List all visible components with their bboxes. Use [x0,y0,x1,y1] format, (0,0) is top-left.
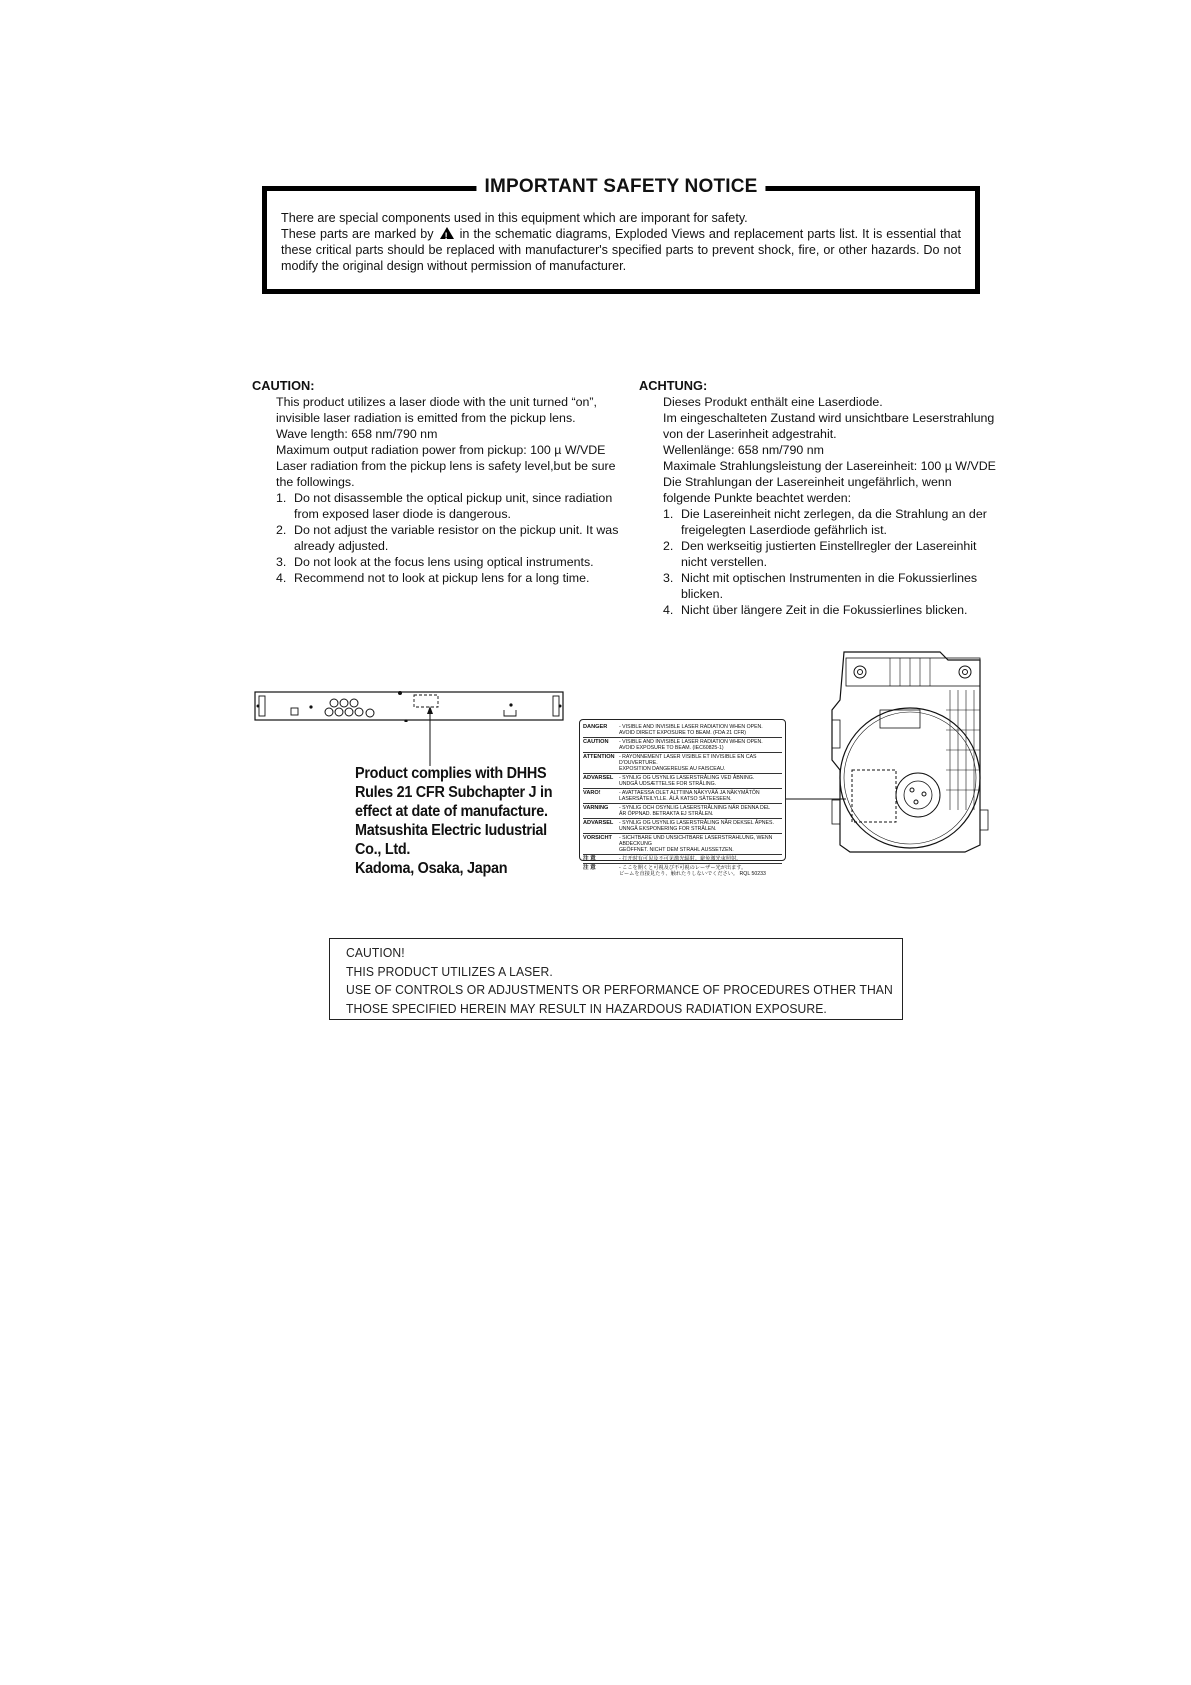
list-item-number: 1. [663,507,674,521]
label-row [583,774,782,789]
laser-warning-label [579,719,786,877]
label-key: VORSICHT [583,835,612,841]
warning-triangle-icon [440,227,454,239]
caution-para: Wave length: 658 nm/790 nm [276,427,438,441]
list-item-text: Nicht über längere Zeit in die Fokussierlines blicken. [681,603,968,617]
list-item [663,602,999,618]
list-item [663,538,999,570]
label-key: ATTENTION [583,754,615,760]
list-item-text: Do not adjust the variable resistor on the pickup unit. It was already adjusted. [294,523,619,553]
label-row [583,804,782,819]
label-key: DANGER [583,724,608,730]
list-item-number: 4. [663,603,674,617]
achtung-para: Maximale Strahlungsleistung der Lasereinheit: 100 µ W/VDE [663,459,996,473]
achtung-heading: ACHTUNG: [639,378,708,393]
label-text: - AVATTAESSA OLET ALTTIINA NÄKYVÄÄ JA NÄKYMÄTÖN LASERSÄTEILYLLE. ÄLÄ KATSO SÄTEESEEN. [619,790,760,802]
optical-pickup-mechanism-drawing [830,650,990,855]
dhhs-compliance-statement [355,764,560,878]
list-item-text: Den werkseitig justierten Einstellregler der Lasereinhit nicht verstellen. [681,539,977,569]
label-row [583,819,782,834]
list-item [663,570,999,602]
list-item-number: 2. [276,523,287,537]
laser-caution-line: THIS PRODUCT UTILIZES A LASER. [346,963,553,979]
safety-notice-line2a: These parts are marked by [281,227,434,241]
list-item-number: 3. [663,571,674,585]
caution-para: This product utilizes a laser diode with the unit turned “on”, invisible laser radiation is emitted from the pickup lens. [276,395,597,425]
label-text: - SICHTBARE UND UNSICHTBARE LASERSTRAHLUNG, WENN ABDECKUNG GEÖFFNET. NICHT DEM STRAHL AUSSETZEN. [619,835,773,853]
caution-heading: CAUTION: [252,378,315,393]
achtung-para: Wellenlänge: 658 nm/790 nm [663,443,824,457]
list-item [276,490,622,522]
compliance-line: Kadoma, Osaka, Japan [355,860,508,877]
achtung-list [639,506,999,618]
safety-notice-title: IMPORTANT SAFETY NOTICE [476,176,765,198]
label-key: ADVARSEL [583,775,614,781]
laser-caution-line: USE OF CONTROLS OR ADJUSTMENTS OR PERFORMANCE OF PROCEDURES OTHER THAN [346,982,893,997]
list-item [663,506,999,538]
list-item-text: Nicht mit optischen Instrumenten in die Fokussierlines blicken. [681,571,978,601]
list-item [276,570,622,586]
label-text: - VISIBLE AND INVISIBLE LASER RADIATION WHEN OPEN. AVOID DIRECT EXPOSURE TO BEAM. (FDA 21 CFR) [619,724,763,736]
label-text: - VISIBLE AND INVISIBLE LASER RADIATION WHEN OPEN. AVOID EXPOSURE TO BEAM. (IEC60825-1) [619,739,763,751]
label-text: - ここを開くと可視及び不可視のレーザー光が出ます。 ビームを直接見たり、触れたりしないでください。 RQL 50233 [619,865,766,877]
label-text: - SYNLIG OG USYNLIG LASERSTRÅLING NÅR DEKSEL ÅPNES. UNNGÅ EKSPONERING FOR STRÅLEN. [619,820,774,832]
compliance-line: effect at date of manufacture. [355,803,548,820]
list-item-text: Die Lasereinheit nicht zerlegen, da die Strahlung an der freigelegten Laserdiode gefährlich ist. [681,507,987,537]
label-key: VARO! [583,790,601,796]
label-row [583,864,782,878]
list-item-number: 2. [663,539,674,553]
achtung-para: Die Strahlungan der Lasereinheit ungefährlich, wenn folgende Punkte beachtet werden: [663,475,952,505]
safety-notice-line2b: in the schematic diagrams, Exploded Views and replacement parts list. It is essential that these critical parts should be replaced with manufacturer's specified parts to prevent shock, fire, or other hazards. Do not modify the original design without permission of manufacturer. [281,227,962,273]
label-text: - 打开时有可见及不可见激光辐射。避免激光束照射。 [619,856,742,862]
label-key: VARNING [583,805,609,811]
achtung-para: Im eingeschalteten Zustand wird unsichtbare Leserstrahlung von der Laserinheit adgestrahit. [663,411,995,441]
label-key: 注 意 [583,865,596,871]
caution-list [252,490,622,586]
list-item-text: Do not look at the focus lens using optical instruments. [294,555,594,569]
laser-caution-line: CAUTION! [346,945,405,960]
compliance-line: Matsushita Electric Iudustrial [355,822,547,839]
caution-german [639,378,999,618]
list-item-text: Do not disassemble the optical pickup unit, since radiation from exposed laser diode is dangerous. [294,491,613,521]
compliance-line: Co., Ltd. [355,841,411,858]
label-row [583,738,782,753]
label-text: - SYNLIG OCH OSYNLIG LASERSTRÅLNING NÄR DENNA DEL ÄR ÖPPNAD. BETRAKTA EJ STRÅLEN. [619,805,771,817]
achtung-para: Dieses Produkt enthält eine Laserdiode. [663,395,883,409]
list-item-number: 3. [276,555,287,569]
laser-caution-line: THOSE SPECIFIED HEREIN MAY RESULT IN HAZARDOUS RADIATION EXPOSURE. [346,1000,827,1016]
label-key: ADVARSEL [583,820,614,826]
list-item-number: 4. [276,571,287,585]
label-row [583,789,782,804]
compliance-line: Rules 21 CFR Subchapter J in [355,784,553,801]
safety-notice-box [262,176,980,294]
caution-english [252,378,622,586]
laser-caution-box [329,938,903,1020]
label-row [583,855,782,864]
list-item [276,522,622,554]
list-item-number: 1. [276,491,287,505]
label-row [583,753,782,774]
caution-para: Maximum output radiation power from pickup: 100 µ W/VDE [276,443,606,457]
label-row [583,723,782,738]
device-rear-panel-drawing [254,688,564,722]
compliance-line: Product complies with DHHS [355,765,547,782]
list-item-text: Recommend not to look at pickup lens for a long time. [294,571,590,585]
label-text: - RAYONNEMENT LASER VISIBLE ET INVISIBLE EN CAS D'OUVERTURE. EXPOSITION DANGEREUSE AU FAISCEAU. [619,754,757,772]
safety-notice-text [281,210,961,274]
label-pointer-arrow [425,706,435,766]
safety-notice-line1: There are special components used in this equipment which are imporant for safety. [281,211,748,225]
label-key: 注 意 [583,856,596,862]
label-key: CAUTION [583,739,609,745]
caution-para: Laser radiation from the pickup lens is safety level,but be sure the followings. [276,459,616,489]
list-item [276,554,622,570]
label-text: - SYNLIG OG USYNLIG LASERSTRÅLING VED ÅBNING. UNDGÅ UDSÆTTELSE FOR STRÅLING. [619,775,755,787]
label-row [583,834,782,855]
